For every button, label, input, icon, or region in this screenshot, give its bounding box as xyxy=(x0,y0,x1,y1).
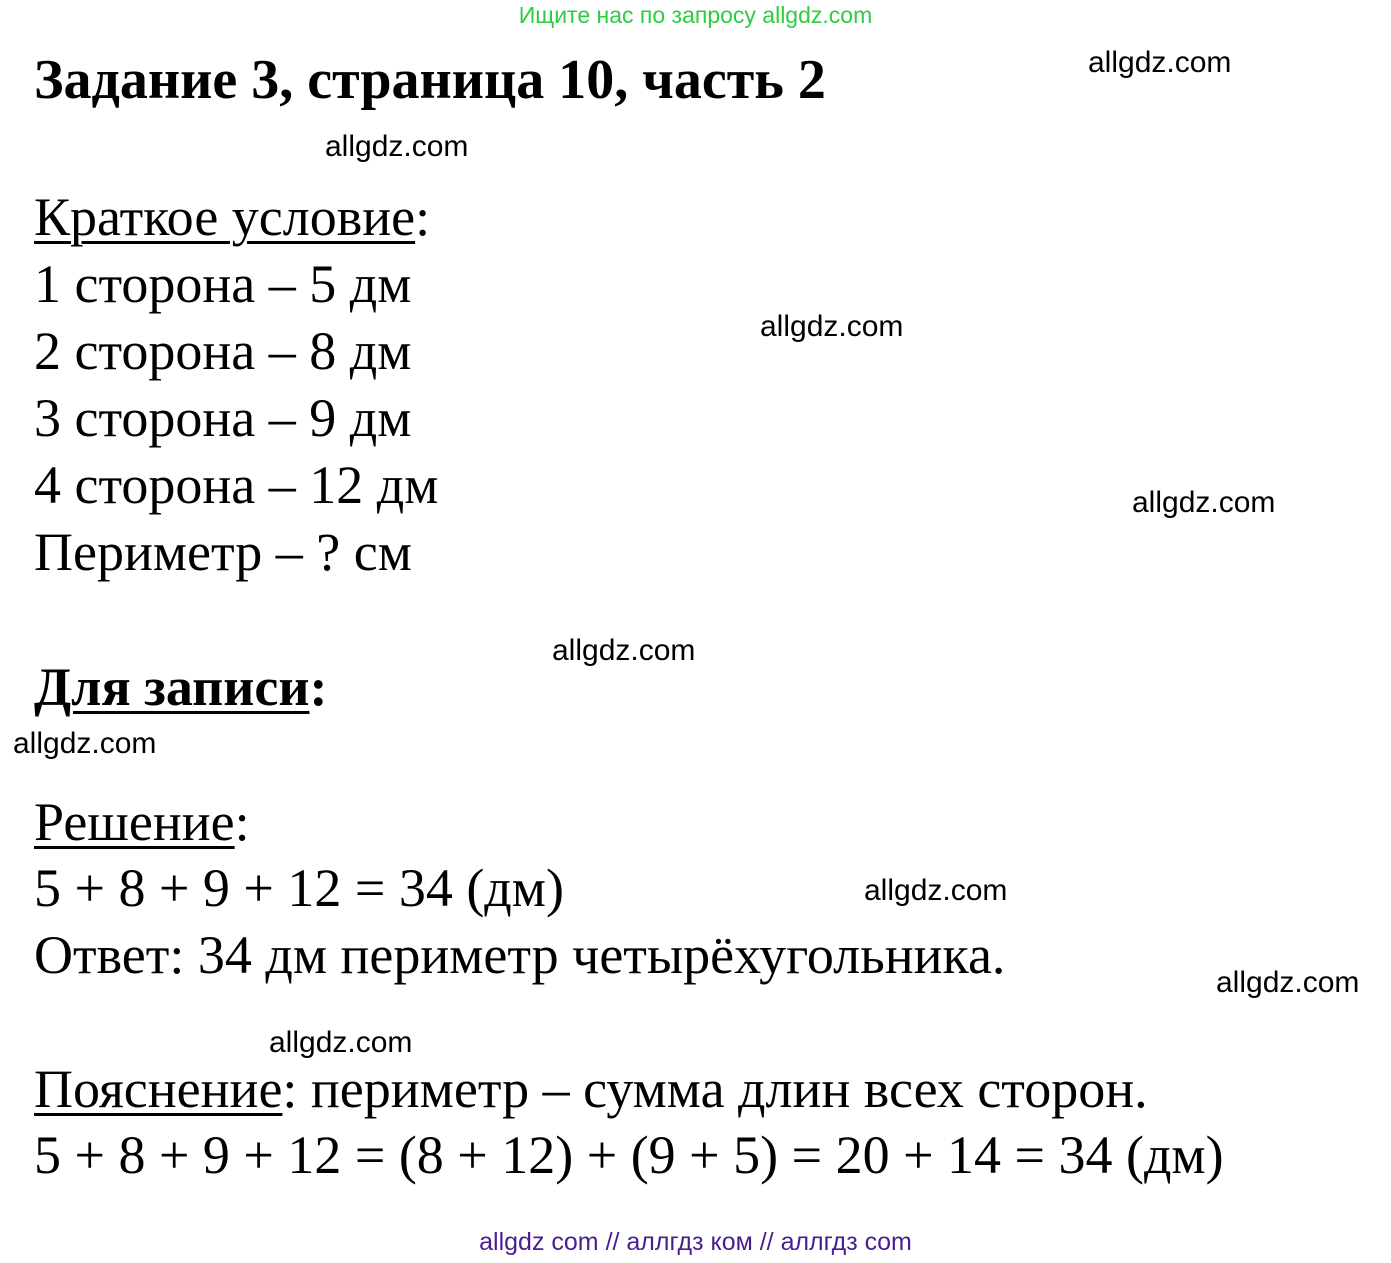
condition-line-2: 2 сторона – 8 дм xyxy=(34,321,412,381)
page-title: Задание 3, страница 10, часть 2 xyxy=(34,49,826,111)
watermark: allgdz.com xyxy=(552,634,696,667)
explanation-line xyxy=(34,1059,1148,1119)
watermark: allgdz.com xyxy=(1216,966,1360,999)
solution-equation: 5 + 8 + 9 + 12 = 34 (дм) xyxy=(34,858,564,918)
solution-heading-line xyxy=(34,792,250,852)
record-heading-line xyxy=(34,657,328,717)
top-banner: Ищите нас по запросу allgdz.com xyxy=(518,2,873,28)
watermark: allgdz.com xyxy=(13,727,157,760)
explanation-equation: 5 + 8 + 9 + 12 = (8 + 12) + (9 + 5) = 20 + 14 = 34 (дм) xyxy=(34,1125,1224,1185)
watermark: allgdz.com xyxy=(1088,46,1232,79)
watermark: allgdz.com xyxy=(1132,486,1276,519)
solution-heading-colon: : xyxy=(234,792,250,852)
watermark: allgdz.com xyxy=(325,130,469,163)
condition-line-1: 1 сторона – 5 дм xyxy=(34,254,412,314)
record-heading: Для записи xyxy=(34,657,310,717)
condition-line-perimeter: Периметр – ? см xyxy=(34,522,412,582)
solution-heading: Решение xyxy=(34,792,235,852)
condition-heading-line xyxy=(34,187,431,247)
footer-links: allgdz com // аллгдз ком // аллгдз com xyxy=(479,1228,912,1256)
solution-answer: Ответ: 34 дм периметр четырёхугольника. xyxy=(34,925,1006,985)
record-heading-colon: : xyxy=(309,657,328,717)
watermark: allgdz.com xyxy=(864,874,1008,907)
explanation-heading: Пояснение xyxy=(34,1059,283,1119)
condition-heading-colon: : xyxy=(415,187,431,247)
condition-heading: Краткое условие xyxy=(34,187,416,247)
watermark: allgdz.com xyxy=(760,310,904,343)
condition-line-3: 3 сторона – 9 дм xyxy=(34,388,412,448)
condition-line-4: 4 сторона – 12 дм xyxy=(34,455,439,515)
explanation-text: : периметр – сумма длин всех сторон. xyxy=(282,1059,1148,1119)
watermark: allgdz.com xyxy=(269,1026,413,1059)
